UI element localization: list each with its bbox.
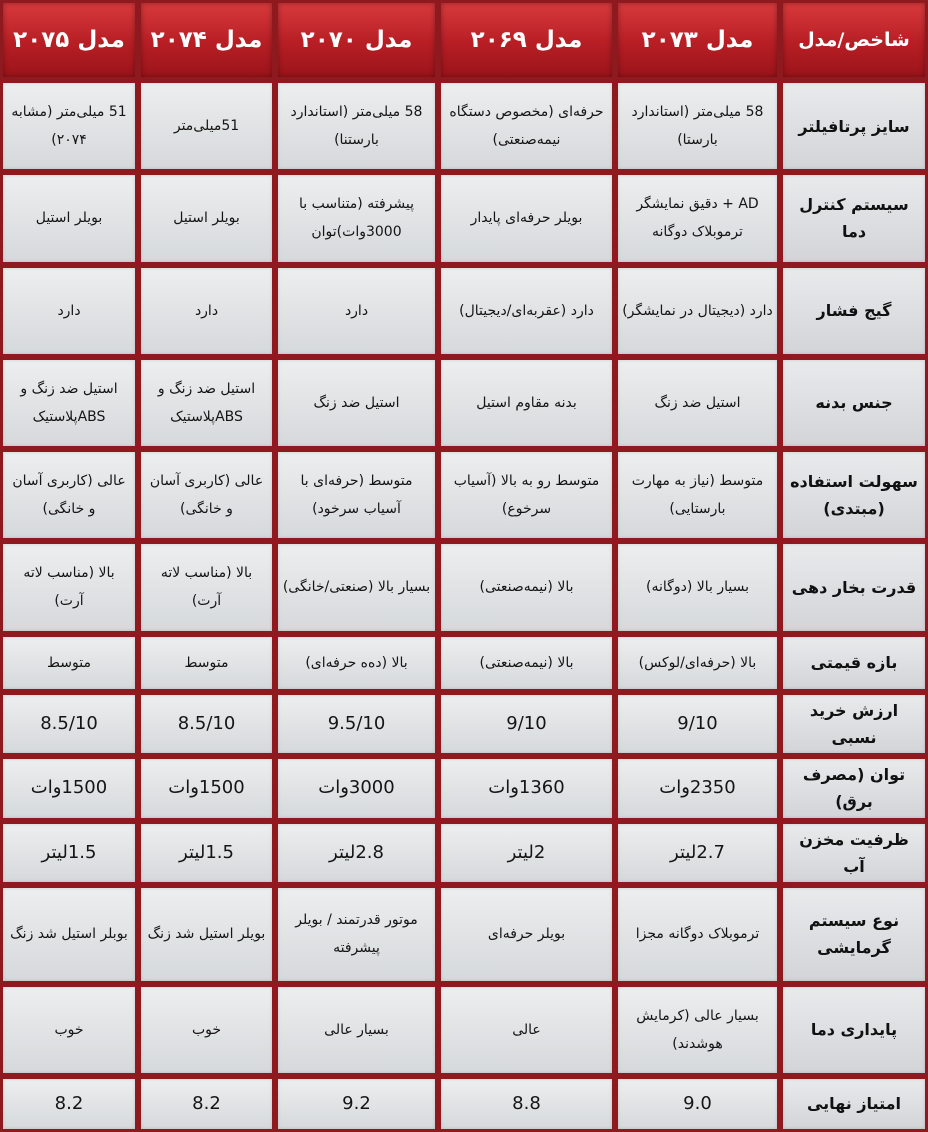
- table-cell: استیل ضد زنگ: [615, 357, 780, 449]
- table-cell: 51میلی‌متر: [138, 80, 275, 172]
- table-row: [0, 756, 928, 821]
- table-cell: بوبلر استیل شد زنگ: [0, 885, 138, 983]
- table-cell: 8.2: [0, 1076, 138, 1132]
- table-cell: AD + دقیق نمایشگر ترموبلاک دوگانه: [615, 172, 780, 264]
- table-cell: استیل ضد زنگ: [275, 357, 438, 449]
- table-row: [0, 1076, 928, 1132]
- row-label: بازه قیمتی: [780, 634, 928, 692]
- model-header: مدل ۲۰۷۳: [615, 0, 780, 80]
- table-row: [0, 885, 928, 983]
- table-cell: 1.5لیتر: [138, 821, 275, 886]
- row-label: امتیاز نهایی: [780, 1076, 928, 1132]
- table-cell: بویلر حرفه‌ای پایدار: [438, 172, 615, 264]
- table-cell: بالا (نیمه‌صنعتی): [438, 541, 615, 633]
- table-cell: بسیار عالی (کرمایش هوشدند): [615, 984, 780, 1076]
- table-cell: حرفه‌ای (مخصوص دستگاه نیمه‌صنعتی): [438, 80, 615, 172]
- model-header: مدل ۲۰۶۹: [438, 0, 615, 80]
- row-label: قدرت بخار دهی: [780, 541, 928, 633]
- table-row: [0, 265, 928, 357]
- table-cell: عالی: [438, 984, 615, 1076]
- row-label: توان (مصرف برق): [780, 756, 928, 821]
- table-cell: 51 میلی‌متر (مشابه ۲۰۷۴): [0, 80, 138, 172]
- table-row: [0, 172, 928, 264]
- table-cell: بالا (ده‌ه حرفه‌ای): [275, 634, 438, 692]
- header-row: [0, 0, 928, 80]
- row-label: سهولت استفاده (مبتدی): [780, 449, 928, 541]
- table-cell: 2لیتر: [438, 821, 615, 886]
- table-row: [0, 634, 928, 692]
- table-cell: 2.8لیتر: [275, 821, 438, 886]
- row-label: گیج فشار: [780, 265, 928, 357]
- table-row: [0, 357, 928, 449]
- table-cell: خوب: [0, 984, 138, 1076]
- table-row: [0, 541, 928, 633]
- row-label: پایداری دما: [780, 984, 928, 1076]
- table-cell: دارد (عقربه‌ای/دیجیتال): [438, 265, 615, 357]
- row-label: سیستم کنترل دما: [780, 172, 928, 264]
- model-header: مدل ۲۰۷۰: [275, 0, 438, 80]
- table-cell: بالا (مناسب لاته آرت): [0, 541, 138, 633]
- corner-header: شاخص/مدل: [780, 0, 928, 80]
- table-cell: متوسط (نیاز به مهارت بارستایی): [615, 449, 780, 541]
- table-cell: 8.8: [438, 1076, 615, 1132]
- table-row: [0, 449, 928, 541]
- table-cell: 58 میلی‌متر (استاندارد بارستنا): [275, 80, 438, 172]
- table-cell: بسیار عالی: [275, 984, 438, 1076]
- table-cell: 58 میلی‌متر (استاندارد بارستا): [615, 80, 780, 172]
- table-cell: پیشرفته (متناسب با 3000وات)توان: [275, 172, 438, 264]
- table-cell: 9.0: [615, 1076, 780, 1132]
- table-cell: بسیار بالا (صنعتی/خانگی): [275, 541, 438, 633]
- table-cell: بالا (مناسب لاته آرت): [138, 541, 275, 633]
- table-cell: 8.5/10: [0, 692, 138, 757]
- table-body: [0, 80, 928, 1132]
- table-cell: دارد (دیجیتال در نمایشگر): [615, 265, 780, 357]
- table-row: [0, 692, 928, 757]
- table-cell: متوسط (حرفه‌ای با آسیاب سرخود): [275, 449, 438, 541]
- table-cell: عالی (کاربری آسان و خانگی): [0, 449, 138, 541]
- table-cell: موتور قدرتمند / بویلر پیشرفته: [275, 885, 438, 983]
- table-row: [0, 821, 928, 886]
- table-cell: بویلر استیل: [138, 172, 275, 264]
- table-cell: بسیار بالا (دوگانه): [615, 541, 780, 633]
- table-cell: 1500وات: [0, 756, 138, 821]
- table-cell: بویلر استیل شد زنگ: [138, 885, 275, 983]
- row-label: ارزش خرید نسبی: [780, 692, 928, 757]
- table-cell: 3000وات: [275, 756, 438, 821]
- table-cell: بویلر حرفه‌ای: [438, 885, 615, 983]
- table-cell: عالی (کاربری آسان و خانگی): [138, 449, 275, 541]
- row-label: ظرفیت مخزن آب: [780, 821, 928, 886]
- table-cell: 2350وات: [615, 756, 780, 821]
- table-cell: دارد: [275, 265, 438, 357]
- row-label: جنس بدنه: [780, 357, 928, 449]
- table-cell: 8.2: [138, 1076, 275, 1132]
- table-cell: خوب: [138, 984, 275, 1076]
- table-cell: استیل ضد زنگ و ABSپلاستیک: [0, 357, 138, 449]
- table-cell: 9.5/10: [275, 692, 438, 757]
- row-label: نوع سیستم گرمایشی: [780, 885, 928, 983]
- table-cell: 8.5/10: [138, 692, 275, 757]
- table-cell: 1360وات: [438, 756, 615, 821]
- table-row: [0, 984, 928, 1076]
- table-cell: متوسط: [0, 634, 138, 692]
- table-cell: دارد: [0, 265, 138, 357]
- model-header: مدل ۲۰۷۴: [138, 0, 275, 80]
- table-cell: بویلر استیل: [0, 172, 138, 264]
- table-cell: 9/10: [438, 692, 615, 757]
- table-cell: 9.2: [275, 1076, 438, 1132]
- table-cell: دارد: [138, 265, 275, 357]
- table-cell: استیل ضد زنگ و ABSپلاستیک: [138, 357, 275, 449]
- table-row: [0, 80, 928, 172]
- table-cell: بالا (حرفه‌ای/لوکس): [615, 634, 780, 692]
- row-label: سایز پرتافیلتر: [780, 80, 928, 172]
- table-cell: 1.5لیتر: [0, 821, 138, 886]
- table-cell: بدنه مقاوم استیل: [438, 357, 615, 449]
- table-cell: 2.7لیتر: [615, 821, 780, 886]
- table-cell: 1500وات: [138, 756, 275, 821]
- table-cell: متوسط رو به بالا (آسیاب سرخوع): [438, 449, 615, 541]
- table-cell: بالا (نیمه‌صنعتی): [438, 634, 615, 692]
- model-header: مدل ۲۰۷۵: [0, 0, 138, 80]
- table-cell: ترموبلاک دوگانه مجزا: [615, 885, 780, 983]
- table-cell: متوسط: [138, 634, 275, 692]
- table-cell: 9/10: [615, 692, 780, 757]
